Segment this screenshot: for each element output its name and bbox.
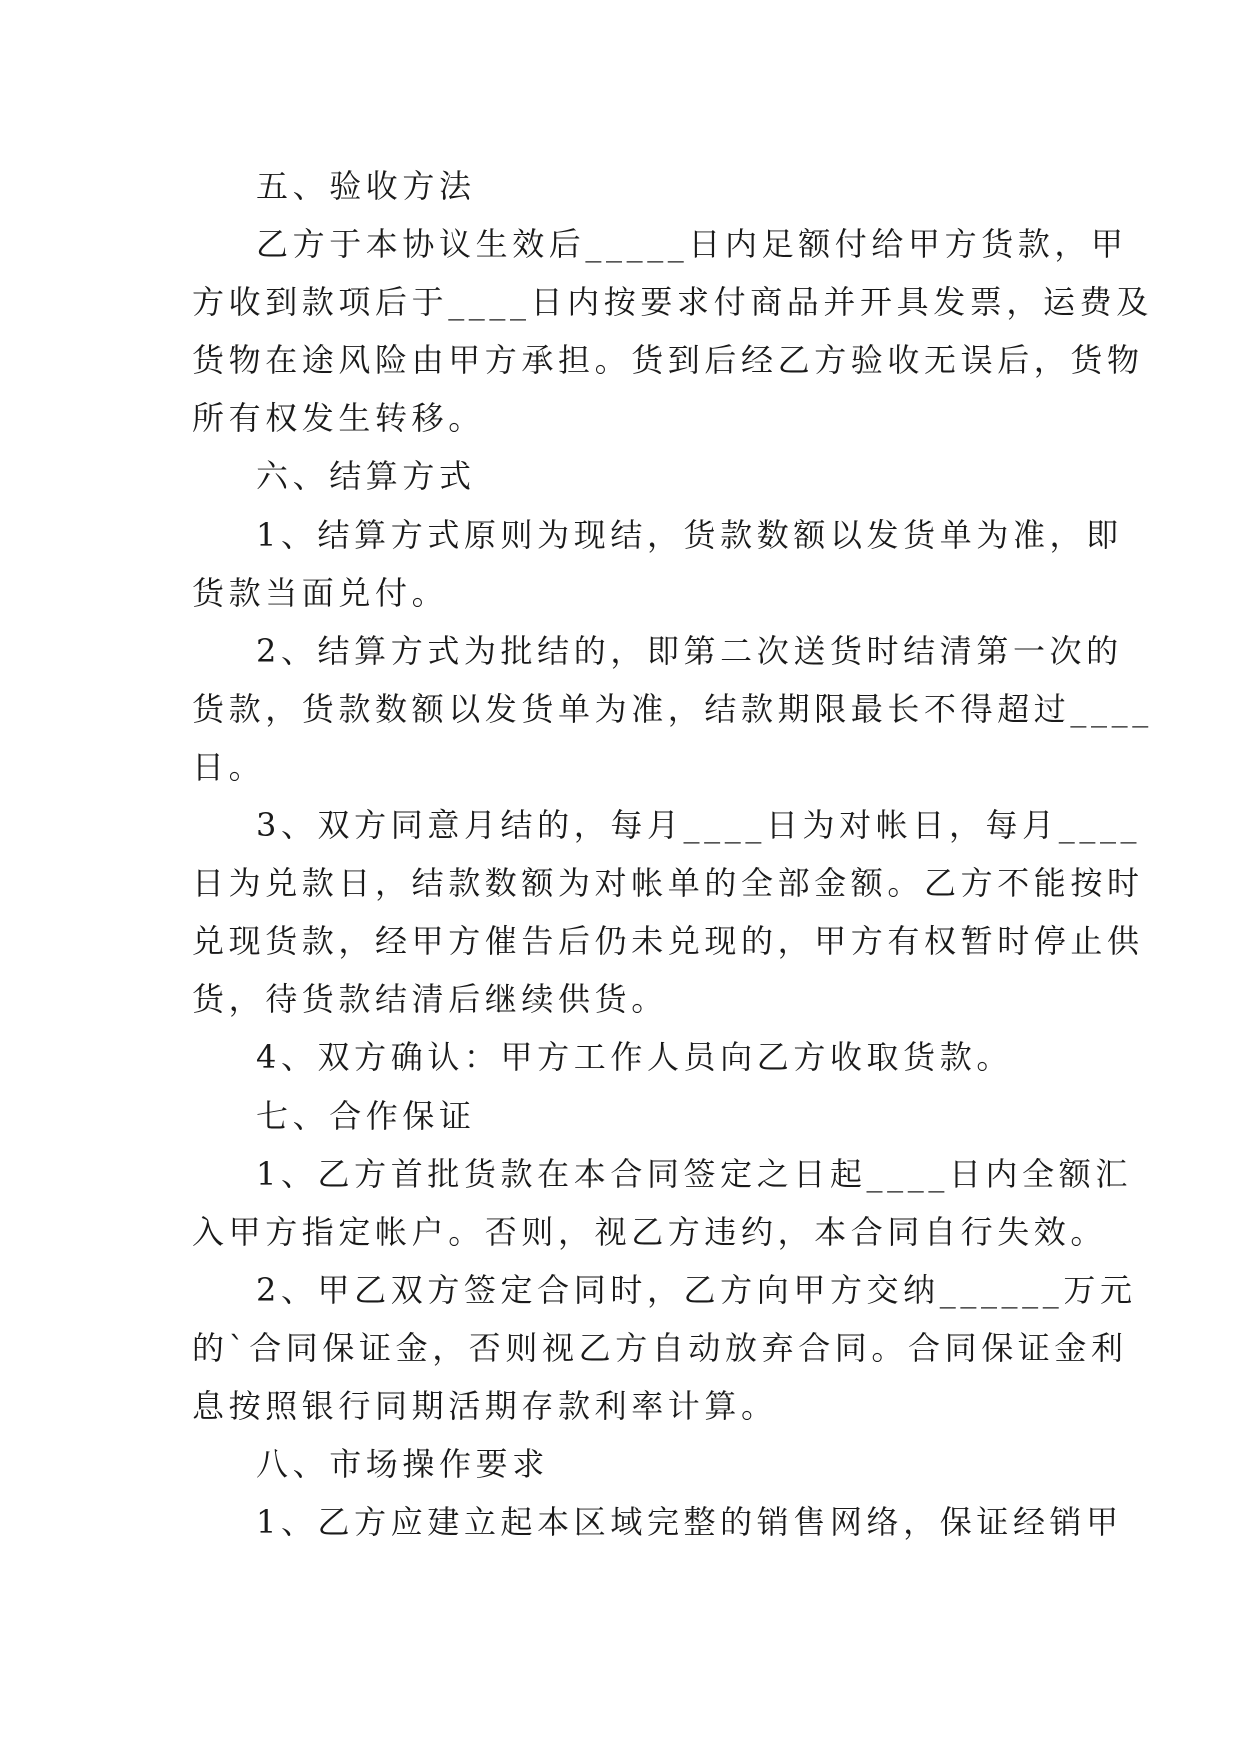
paragraph-line: 3、双方同意月结的，每月____日为对帐日，每月____ — [256, 806, 1142, 845]
section-heading-market-requirements: 八、市场操作要求 — [256, 1445, 549, 1484]
paragraph-line: 2、结算方式为批结的，即第二次送货时结清第一次的 — [256, 631, 1123, 670]
document-page — [192, 157, 1153, 1551]
section-heading-settlement: 六、结算方式 — [256, 457, 476, 496]
paragraph-line: 息按照银行同期活期存款利率计算。 — [192, 1386, 778, 1425]
paragraph-line: 1、乙方应建立起本区域完整的销售网络，保证经销甲 — [256, 1503, 1123, 1542]
paragraph-line: 方收到款项后于____日内按要求付商品并开具发票，运费及 — [192, 283, 1153, 322]
paragraph-line: 货款当面兑付。 — [192, 573, 449, 612]
paragraph-line: 的`合同保证金，否则视乙方自动放弃合同。合同保证金利 — [192, 1328, 1128, 1367]
paragraph-line: 1、乙方首批货款在本合同签定之日起____日内全额汇 — [256, 1154, 1132, 1193]
paragraph-line: 兑现货款，经甲方催告后仍未兑现的，甲方有权暂时停止供 — [192, 922, 1144, 961]
paragraph-line: 货款，货款数额以发货单为准，结款期限最长不得超过____ — [192, 689, 1153, 728]
paragraph-line: 货物在途风险由甲方承担。货到后经乙方验收无误后，货物 — [192, 341, 1144, 380]
paragraph-line: 2、甲乙双方签定合同时，乙方向甲方交纳______万元 — [256, 1270, 1137, 1309]
paragraph-line: 乙方于本协议生效后_____日内足额付给甲方货款，甲 — [256, 225, 1128, 264]
paragraph-line: 所有权发生转移。 — [192, 399, 485, 438]
section-heading-acceptance: 五、验收方法 — [256, 167, 476, 205]
paragraph-line: 日。 — [192, 747, 266, 786]
section-heading-guarantee: 七、合作保证 — [256, 1096, 476, 1135]
paragraph-line: 4、双方确认：甲方工作人员向乙方收取货款。 — [256, 1038, 1013, 1077]
paragraph-line: 日为兑款日，结款数额为对帐单的全部金额。乙方不能按时 — [192, 864, 1144, 903]
paragraph-line: 1、结算方式原则为现结，货款数额以发货单为准，即 — [256, 515, 1123, 554]
paragraph-line: 入甲方指定帐户。否则，视乙方违约，本合同自行失效。 — [192, 1212, 1108, 1251]
paragraph-line: 货，待货款结清后继续供货。 — [192, 980, 668, 1019]
